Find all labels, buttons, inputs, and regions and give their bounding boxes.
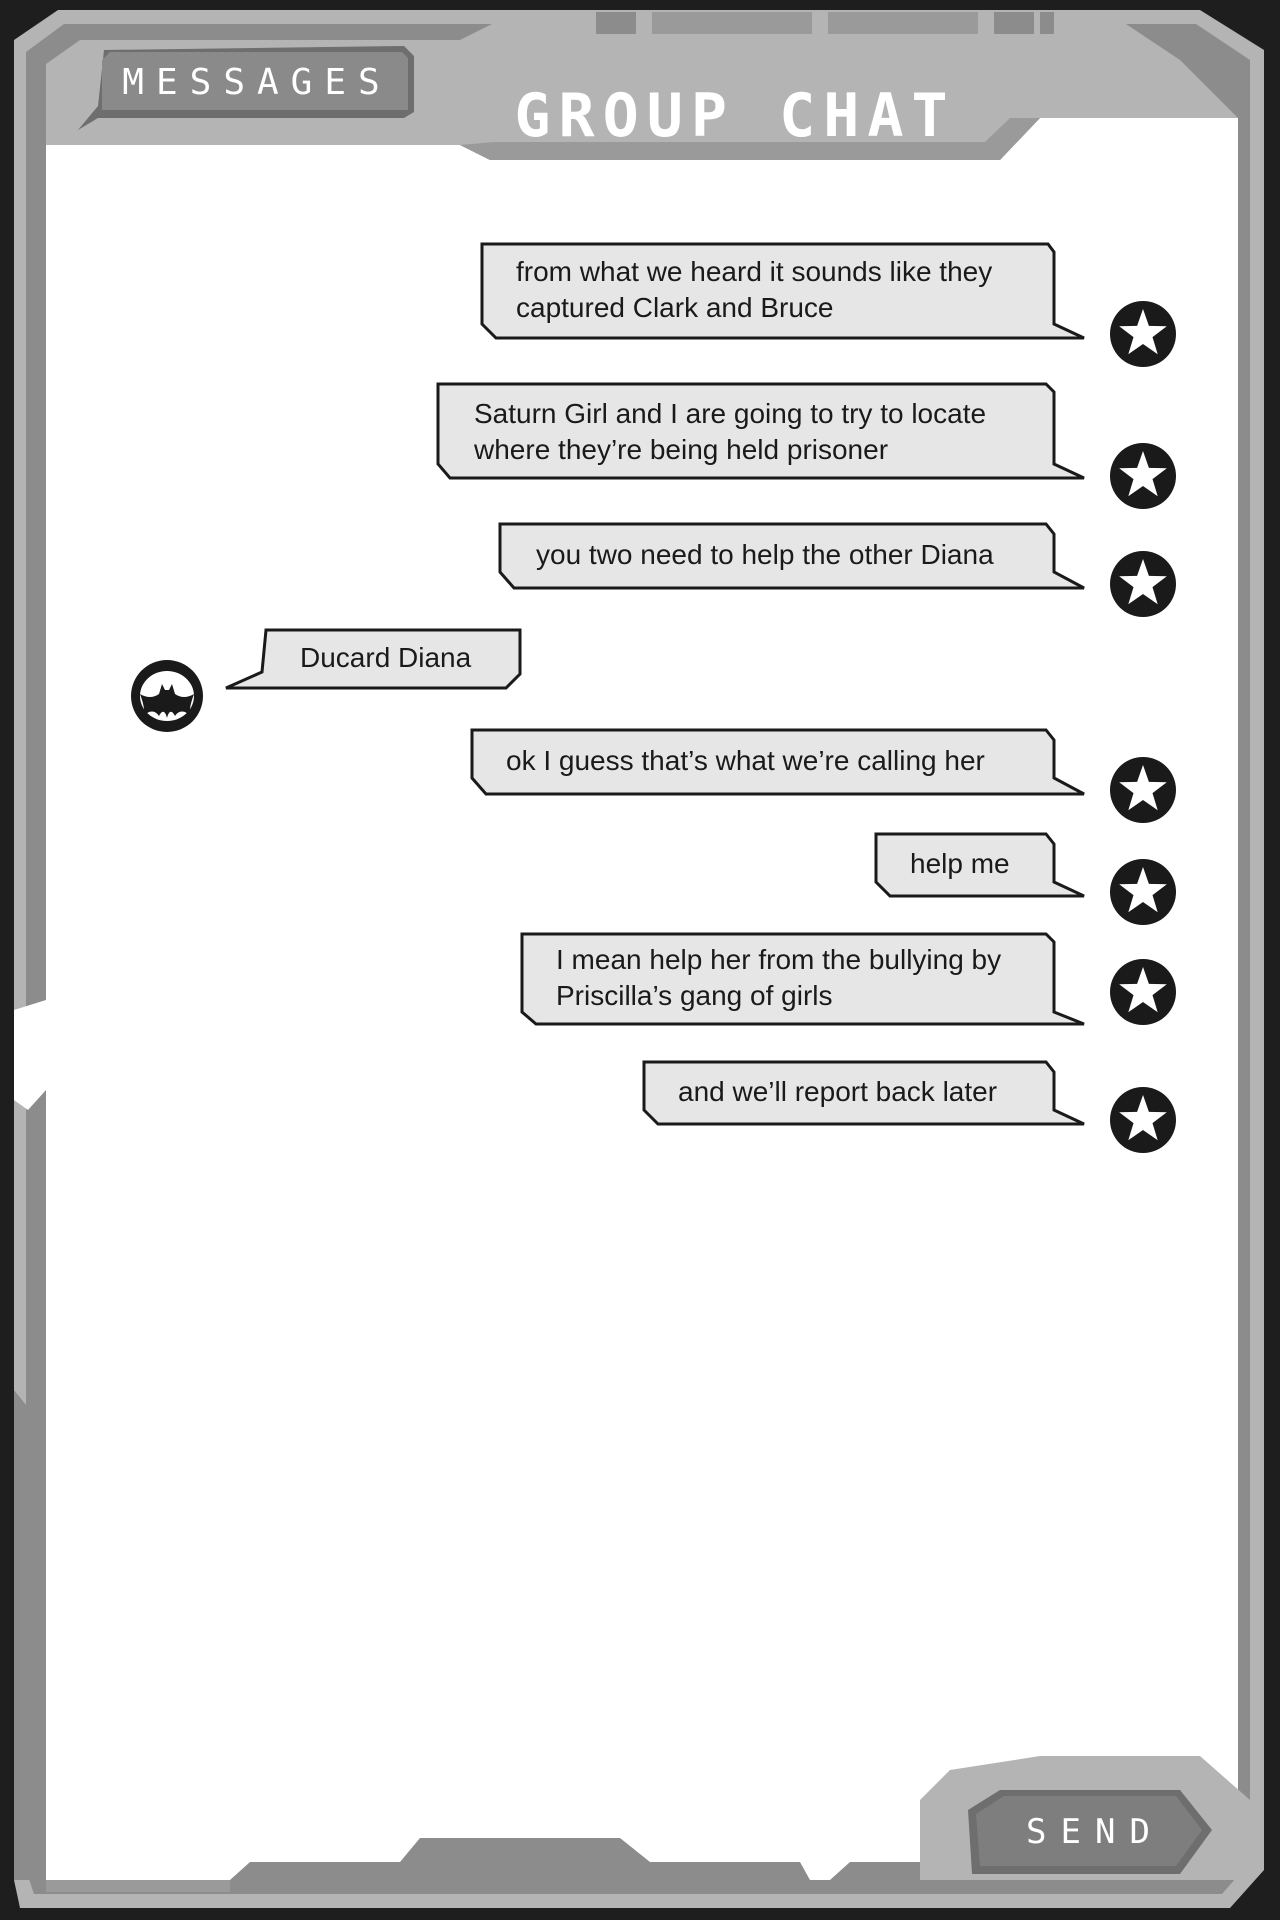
star-icon xyxy=(1110,1087,1176,1153)
page-title: GROUP CHAT xyxy=(514,81,956,151)
star-icon xyxy=(1110,859,1176,925)
send-button[interactable]: SEND xyxy=(1026,1812,1164,1852)
bat-icon xyxy=(131,660,203,732)
message-text-4: Ducard Diana xyxy=(300,642,472,673)
messages-back-button[interactable]: MESSAGES xyxy=(122,61,392,103)
star-icon xyxy=(1110,757,1176,823)
message-text-8: and we’ll report back later xyxy=(678,1076,998,1107)
message-text-1: from what we heard it sounds like they captured Clark and Bruce xyxy=(516,256,993,323)
star-icon xyxy=(1110,443,1176,509)
star-icon xyxy=(1110,301,1176,367)
message-text-6: help me xyxy=(910,848,1010,879)
star-icon xyxy=(1110,551,1176,617)
message-text-7: I mean help her from the bullying by Priscilla’s gang of girls xyxy=(556,944,1002,1011)
message-text-5: ok I guess that’s what we’re calling her xyxy=(506,745,985,776)
message-text-3: you two need to help the other Diana xyxy=(536,539,994,570)
star-icon xyxy=(1110,959,1176,1025)
message-text-2: Saturn Girl and I are going to try to locate where they’re being held prisoner xyxy=(474,398,987,465)
